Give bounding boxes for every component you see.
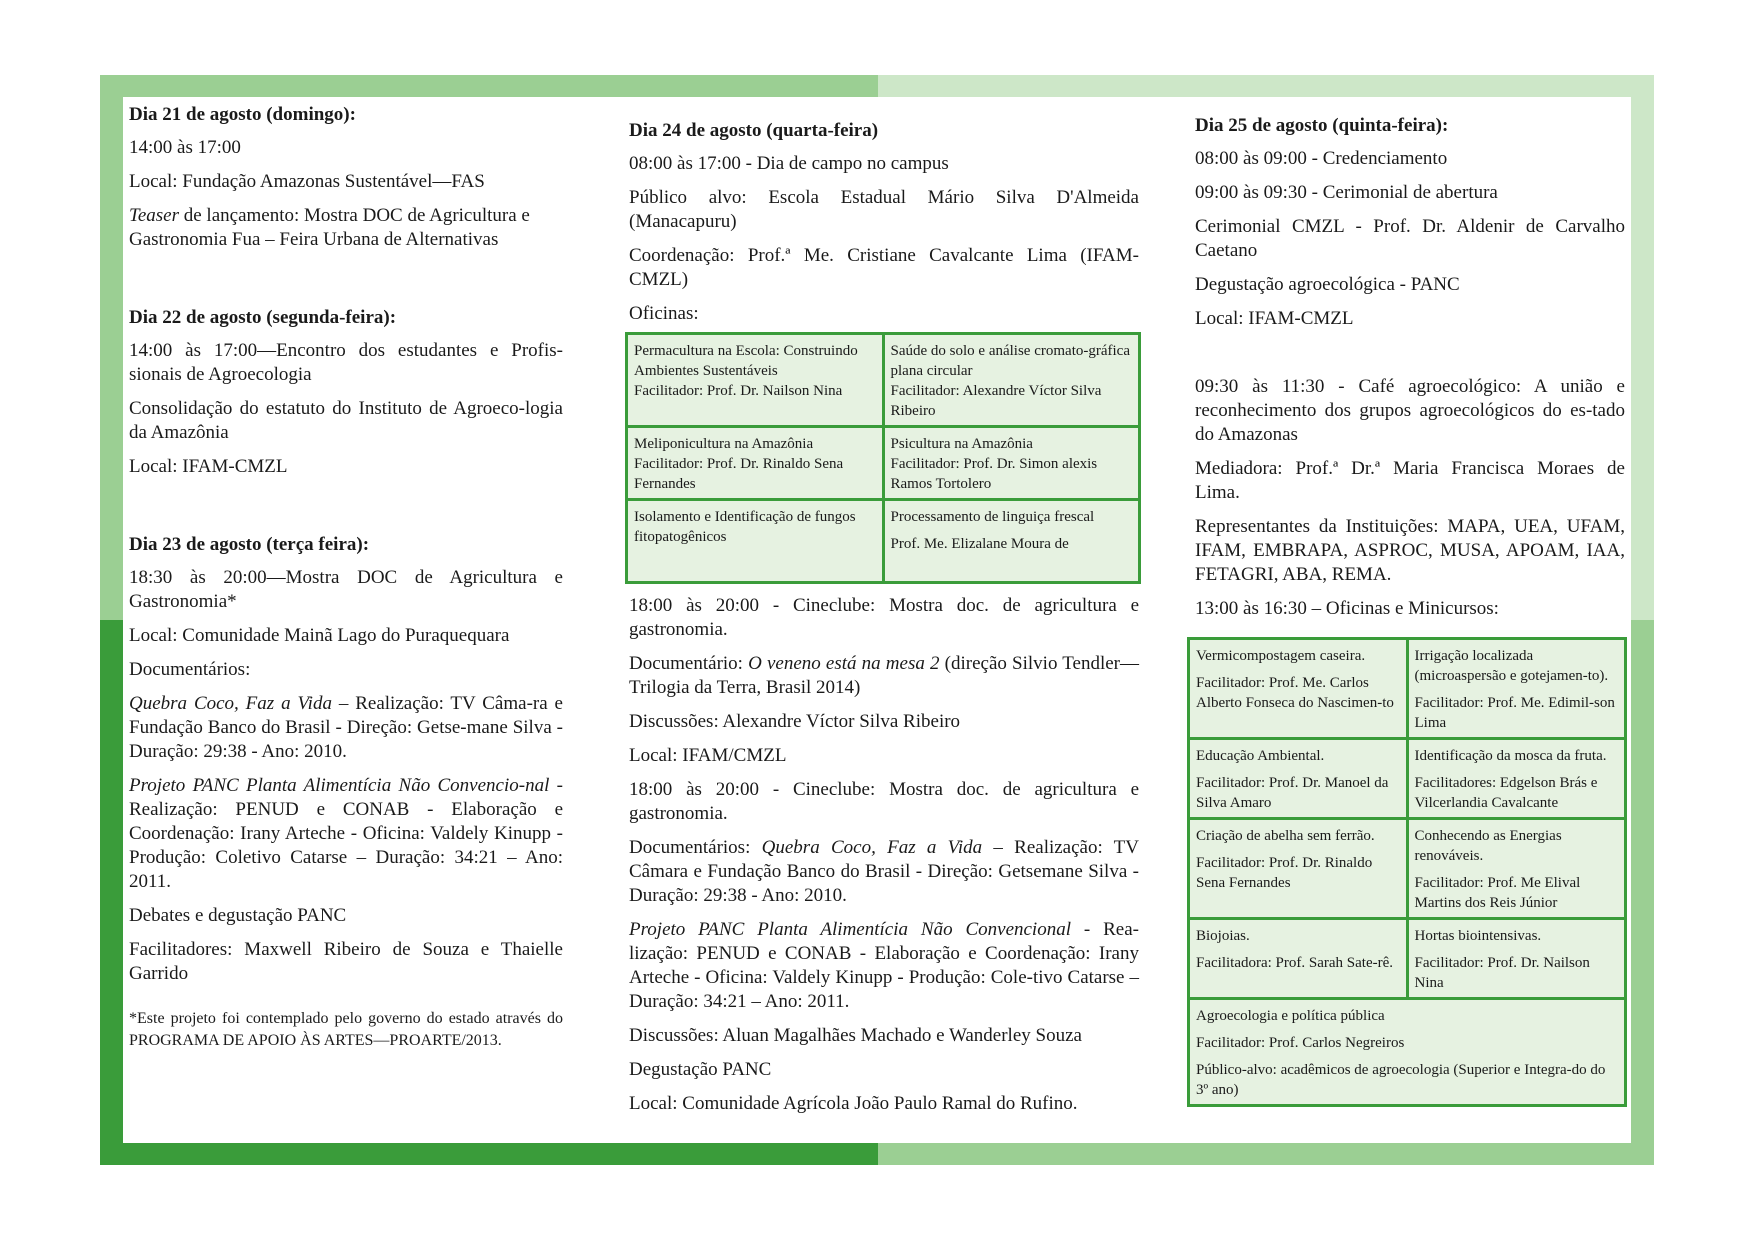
minicurso-audience: Público-alvo: acadêmicos de agroecologia (Superior e Integra-do do 3º ano) xyxy=(1196,1062,1606,1098)
day-24-heading: Dia 24 de agosto (quarta-feira) xyxy=(629,120,879,141)
doc-veneno-title: O veneno está na mesa 2 xyxy=(748,653,940,674)
day-23-docs-label: Documentários: xyxy=(129,659,251,680)
day-24-doc-veneno xyxy=(629,652,1139,700)
minicurso-cell xyxy=(1407,739,1626,819)
day-23-heading: Dia 23 de agosto (terça feira): xyxy=(129,534,370,555)
day-25-representatives: Representantes da Instituições: MAPA, UEA, UFAM, IFAM, EMBRAPA, ASPROC, MUSA, APOAM, IAA, FETAGRI, ABA, REMA. xyxy=(1195,516,1625,585)
day-24-tasting: Degustação PANC xyxy=(629,1059,772,1080)
doc-1-title: Quebra Coco, Faz a Vida xyxy=(129,693,332,714)
oficinas-label: Oficinas: xyxy=(629,303,699,324)
minicurso-title: Conhecendo as Energias renováveis. xyxy=(1414,828,1562,864)
day-24-discussions-1: Discussões: Alexandre Víctor Silva Ribeiro xyxy=(629,711,961,732)
docs-2-title: Quebra Coco, Faz a Vida xyxy=(761,837,983,858)
doc-2-title: Projeto PANC Planta Alimentícia Não Convencio-nal xyxy=(129,775,550,796)
day-23-mostra: 18:30 às 20:00—Mostra DOC de Agricultura e Gastronomia* xyxy=(129,567,563,612)
minicurso-cell xyxy=(1407,819,1626,919)
day-24-audience: Público alvo: Escola Estadual Mário Silva D'Almeida (Manacapuru) xyxy=(629,187,1139,232)
day-25-cerimonial: Cerimonial CMZL - Prof. Dr. Aldenir de Carvalho Caetano xyxy=(1195,216,1625,261)
minicurso-facilitator: Facilitador: Prof. Me Elival Martins dos Reis Júnior xyxy=(1414,875,1581,911)
oficina-facilitator: Facilitador: Prof. Dr. Simon alexis Ramos Tortolero xyxy=(890,456,1098,492)
oficina-facilitator: Facilitador: Prof. Dr. Nailson Nina xyxy=(634,383,843,399)
day-21-teaser xyxy=(129,204,563,252)
minicurso-cell xyxy=(1407,919,1626,999)
day-24-local-1: Local: IFAM/CMZL xyxy=(629,745,787,766)
minicurso-cell xyxy=(1189,919,1408,999)
oficina-cell xyxy=(883,500,1140,583)
minicurso-cell-wide xyxy=(1189,999,1626,1106)
oficina-cell xyxy=(883,334,1140,427)
docs-2-details: – Realização: TV Câmara e Fundação Banco do Brasil - Direção: Getsemane Silva - Duração: 29:38 - Ano: 2010. xyxy=(629,837,1140,906)
day-25-credentials: 08:00 às 09:00 - Credenciamento xyxy=(1195,148,1448,169)
oficina-cell xyxy=(883,427,1140,500)
brochure-page xyxy=(123,97,1631,1143)
day-22-statute: Consolidação do estatuto do Instituto de Agroeco-logia da Amazônia xyxy=(129,398,563,443)
minicurso-facilitator: Facilitador: Prof. Me. Edimil-son Lima xyxy=(1414,695,1615,731)
column-right xyxy=(1195,97,1625,1117)
minicurso-title: Vermicompostagem caseira. xyxy=(1196,648,1366,664)
day-24-field-day: 08:00 às 17:00 - Dia de campo no campus xyxy=(629,153,949,174)
footnote-proarte: *Este projeto foi contemplado pelo governo do estado através do PROGRAMA DE APOIO ÀS ARTES—PROARTE/2013. xyxy=(129,1010,563,1049)
day-25-local: Local: IFAM-CMZL xyxy=(1195,308,1354,329)
day-25-workshops-label: 13:00 às 16:30 – Oficinas e Minicursos: xyxy=(1195,598,1499,619)
minicurso-facilitator: Facilitadores: Edgelson Brás e Vilcerlandia Cavalcante xyxy=(1414,775,1598,811)
day-25-mediator: Mediadora: Prof.ª Dr.ª Maria Francisca Moraes de Lima. xyxy=(1195,458,1625,503)
oficina-title: Meliponicultura na Amazônia xyxy=(634,436,814,452)
day-22-meeting: 14:00 às 17:00—Encontro dos estudantes e Profis-sionais de Agroecologia xyxy=(129,340,563,385)
oficina-title: Processamento de linguiça frescal xyxy=(890,509,1095,525)
oficina-cell xyxy=(627,500,884,583)
day-23-facilitators: Facilitadores: Maxwell Ribeiro de Souza e Thaielle Garrido xyxy=(129,939,563,984)
teaser-emphasis: Teaser xyxy=(129,205,179,226)
day-23-debates: Debates e degustação PANC xyxy=(129,905,347,926)
day-22-local: Local: IFAM-CMZL xyxy=(129,456,288,477)
doc-2-details: - Realização: PENUD e CONAB - Elaboração e Coordenação: Irany Arteche - Oficina: Valdely Kinupp - Produção: Coletivo Catarse – Duração: 34:21 – Ano: 2011. xyxy=(129,775,563,892)
minicurso-facilitator: Facilitador: Prof. Me. Carlos Alberto Fonseca do Nascimen-to xyxy=(1196,675,1394,711)
minicurso-title: Biojoias. xyxy=(1196,928,1250,944)
docs-2-label: Documentários: xyxy=(629,837,762,858)
day-21-heading: Dia 21 de agosto (domingo): xyxy=(129,104,356,125)
teaser-text: de lançamento: Mostra DOC de Agricultura e Gastronomia Fua – Feira Urbana de Alternativas xyxy=(129,205,530,250)
minicurso-facilitator: Facilitador: Prof. Carlos Negreiros xyxy=(1196,1035,1405,1051)
day-24-cineclube-2: 18:00 às 20:00 - Cineclube: Mostra doc. de agricultura e gastronomia. xyxy=(629,779,1139,824)
day-21-section xyxy=(129,103,563,252)
panc-doc-title: Projeto PANC Planta Alimentícia Não Convencional xyxy=(629,919,1071,940)
day-25-cafe: 09:30 às 11:30 - Café agroecológico: A união e reconhecimento dos grupos agroecológicos do es-tado do Amazonas xyxy=(1195,376,1625,445)
minicurso-facilitator: Facilitador: Prof. Dr. Rinaldo Sena Fernandes xyxy=(1196,855,1373,891)
minicurso-cell xyxy=(1189,739,1408,819)
minicurso-title: Hortas biointensivas. xyxy=(1414,928,1542,944)
minicurso-title: Agroecologia e política pública xyxy=(1196,1008,1385,1024)
day-24-local-2: Local: Comunidade Agrícola João Paulo Ramal do Rufino. xyxy=(629,1093,1078,1114)
day-24-coordination: Coordenação: Prof.ª Me. Cristiane Cavalcante Lima (IFAM-CMZL) xyxy=(629,245,1139,290)
panc-doc-details: - Rea-lização: PENUD e CONAB - Elaboração e Coordenação: Irany Arteche - Oficina: Valdely Kinupp - Produção: Cole-tivo Catarse – Duração: 34:21 – Ano: 2011. xyxy=(629,919,1139,1012)
minicurso-cell xyxy=(1407,639,1626,739)
column-middle xyxy=(629,97,1139,1126)
minicurso-facilitator: Facilitador: Prof. Dr. Manoel da Silva Amaro xyxy=(1196,775,1389,811)
oficina-cell xyxy=(627,427,884,500)
day-24-cineclube-1: 18:00 às 20:00 - Cineclube: Mostra doc. de agricultura e gastronomia. xyxy=(629,595,1139,640)
day-23-doc-1 xyxy=(129,692,563,764)
doc-veneno-label: Documentário: xyxy=(629,653,749,674)
oficina-title: Isolamento e Identificação de fungos fitopatogênicos xyxy=(634,509,856,545)
minicurso-cell xyxy=(1189,819,1408,919)
day-21-time: 14:00 às 17:00 xyxy=(129,137,241,158)
oficinas-table xyxy=(625,332,1141,584)
minicurso-cell xyxy=(1189,639,1408,739)
oficina-title: Permacultura na Escola: Construindo Ambientes Sustentáveis xyxy=(634,343,858,379)
oficina-title: Psicultura na Amazônia xyxy=(890,436,1033,452)
day-24-docs-2 xyxy=(629,836,1139,908)
day-21-local: Local: Fundação Amazonas Sustentável—FAS xyxy=(129,171,485,192)
doc-1-details: – Realização: TV Câma-ra e Fundação Banco do Brasil - Direção: Getse-mane Silva - Duração: 29:38 - Ano: 2010. xyxy=(129,693,563,762)
minicurso-facilitator: Facilitador: Prof. Dr. Nailson Nina xyxy=(1414,955,1590,991)
day-24-discussions-2: Discussões: Aluan Magalhães Machado e Wanderley Souza xyxy=(629,1025,1082,1046)
day-25-opening: 09:00 às 09:30 - Cerimonial de abertura xyxy=(1195,182,1498,203)
minicurso-title: Identificação da mosca da fruta. xyxy=(1414,748,1607,764)
oficina-facilitator: Facilitador: Prof. Dr. Rinaldo Sena Fernandes xyxy=(634,456,844,492)
day-25-tasting: Degustação agroecológica - PANC xyxy=(1195,274,1460,295)
minicursos-table xyxy=(1187,637,1627,1107)
day-23-doc-2 xyxy=(129,774,563,894)
column-left xyxy=(129,97,563,1062)
day-25-heading: Dia 25 de agosto (quinta-feira): xyxy=(1195,115,1449,136)
day-23-local: Local: Comunidade Mainã Lago do Puraquequara xyxy=(129,625,510,646)
day-23-section xyxy=(129,533,563,986)
oficina-cell xyxy=(627,334,884,427)
minicurso-title: Irrigação localizada (microaspersão e gotejamen-to). xyxy=(1414,648,1609,684)
day-24-panc-doc xyxy=(629,918,1139,1014)
doc-veneno-details: (direção Silvio Tendler—Trilogia da Terra, Brasil 2014) xyxy=(629,653,1139,698)
day-22-heading: Dia 22 de agosto (segunda-feira): xyxy=(129,307,397,328)
oficina-facilitator: Prof. Me. Elizalane Moura de xyxy=(890,536,1069,552)
oficina-title: Saúde do solo e análise cromato-gráfica plana circular xyxy=(890,343,1130,379)
day-22-section xyxy=(129,306,563,479)
oficina-facilitator: Facilitador: Alexandre Víctor Silva Ribeiro xyxy=(890,383,1102,419)
minicurso-title: Educação Ambiental. xyxy=(1196,748,1325,764)
minicurso-title: Criação de abelha sem ferrão. xyxy=(1196,828,1375,844)
minicurso-facilitator: Facilitadora: Prof. Sarah Sate-rê. xyxy=(1196,955,1394,971)
